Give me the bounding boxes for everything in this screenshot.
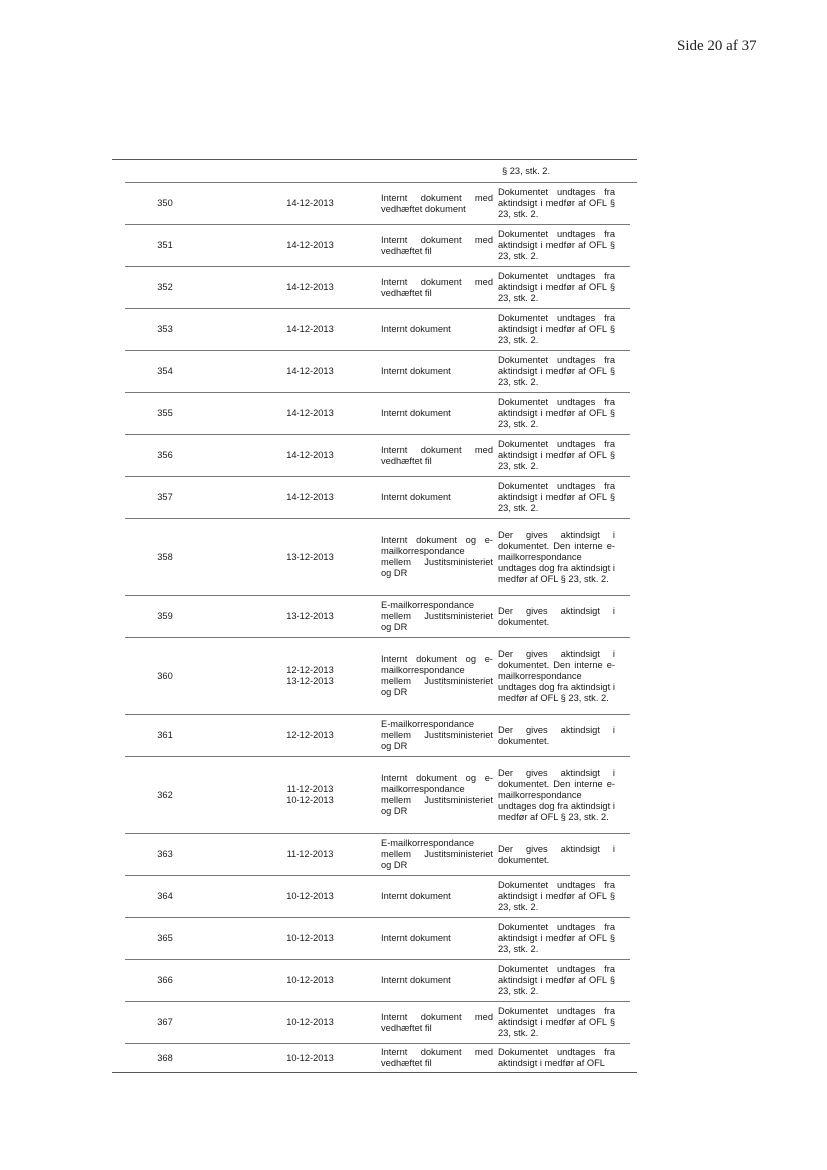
table-row — [125, 834, 630, 876]
table-row — [125, 309, 630, 351]
document-date: 10-12-2013 — [286, 975, 334, 985]
page-number: Side 20 af 37 — [677, 38, 757, 54]
document-decision: Dokumentet undtages fra aktindsigt i medfør af OFL § 23, stk. 2. — [498, 964, 615, 996]
document-decision: Dokumentet undtages fra aktindsigt i medfør af OFL § 23, stk. 2. — [498, 880, 615, 912]
document-description: E-mailkorrespondance mellem Justitsministeriet og DR — [381, 600, 493, 632]
document-description: Internt dokument — [381, 891, 451, 901]
document-description: Internt dokument — [381, 933, 451, 943]
document-date: 14-12-2013 — [286, 198, 334, 208]
document-number: 367 — [157, 1017, 173, 1027]
table-row — [125, 267, 630, 309]
document-description: Internt dokument — [381, 492, 451, 502]
document-number: 368 — [157, 1052, 173, 1063]
document-number: 355 — [157, 408, 173, 418]
document-decision: Dokumentet undtages fra aktindsigt i medfør af OFL § 23, stk. 2. — [498, 439, 615, 471]
continuation-row — [125, 160, 637, 183]
document-date: 10-12-2013 — [286, 1052, 334, 1063]
table-row — [125, 918, 630, 960]
document-description: Internt dokument og e-mailkorrespondance mellem Justitsministeriet og DR — [381, 535, 493, 578]
document-number: 352 — [157, 282, 173, 292]
document-decision: Dokumentet undtages fra aktindsigt i medfør af OFL § 23, stk. 2. — [498, 229, 615, 261]
bottom-rule — [112, 1072, 637, 1073]
document-date: 14-12-2013 — [286, 240, 334, 250]
table-row — [125, 351, 630, 393]
document-decision: Dokumentet undtages fra aktindsigt i medfør af OFL — [498, 1047, 615, 1068]
document-decision: Der gives aktindsigt i dokumentet. Den interne e-mailkorrespondance undtages dog fra aktindsigt i medfør af OFL § 23, stk. 2. — [498, 648, 615, 703]
document-description: E-mailkorrespondance mellem Justitsministeriet og DR — [381, 838, 493, 870]
document-description: Internt dokument med vedhæftet fil — [381, 276, 493, 298]
document-number: 357 — [157, 492, 173, 502]
document-date: 10-12-2013 — [286, 933, 334, 943]
document-decision: Der gives aktindsigt i dokumentet. — [498, 605, 615, 627]
document-number: 366 — [157, 975, 173, 985]
document-description: Internt dokument med vedhæftet dokument — [381, 192, 493, 214]
document-decision: Dokumentet undtages fra aktindsigt i medfør af OFL § 23, stk. 2. — [498, 481, 615, 513]
document-date: 10-12-2013 — [286, 1017, 334, 1027]
document-number: 362 — [157, 789, 173, 800]
document-decision: Dokumentet undtages fra aktindsigt i medfør af OFL § 23, stk. 2. — [498, 187, 615, 219]
table-row — [125, 183, 630, 225]
document-number: 361 — [157, 730, 173, 740]
table-row — [125, 477, 630, 519]
table-row — [125, 1044, 630, 1072]
table-row — [125, 757, 630, 834]
document-date: 14-12-2013 — [286, 408, 334, 418]
document-number: 353 — [157, 324, 173, 334]
document-description: Internt dokument — [381, 975, 451, 985]
table-row — [125, 225, 630, 267]
document-decision: Dokumentet undtages fra aktindsigt i medfør af OFL § 23, stk. 2. — [498, 313, 615, 345]
table-row — [125, 1002, 630, 1044]
document-date: 11-12-2013 10-12-2013 — [286, 784, 334, 805]
continuation-action: § 23, stk. 2. — [502, 165, 551, 176]
document-description: Internt dokument — [381, 366, 451, 376]
document-number: 351 — [157, 240, 173, 250]
table-row — [125, 519, 630, 596]
document-decision: Der gives aktindsigt i dokumentet. — [498, 724, 615, 746]
document-number: 364 — [157, 891, 173, 901]
table-row — [125, 435, 630, 477]
document-decision: Dokumentet undtages fra aktindsigt i medfør af OFL § 23, stk. 2. — [498, 355, 615, 387]
document-date: 14-12-2013 — [286, 324, 334, 334]
document-number: 354 — [157, 366, 173, 376]
table-row — [125, 715, 630, 757]
document-date: 10-12-2013 — [286, 891, 334, 901]
document-description: Internt dokument og e-mailkorrespondance mellem Justitsministeriet og DR — [381, 773, 493, 816]
document-date: 13-12-2013 — [286, 551, 334, 562]
document-description: Internt dokument med vedhæftet fil — [381, 234, 493, 256]
document-decision: Der gives aktindsigt i dokumentet. — [498, 843, 615, 865]
document-number: 358 — [157, 551, 173, 562]
document-date: 12-12-2013 13-12-2013 — [286, 665, 334, 686]
document-date: 13-12-2013 — [286, 611, 334, 621]
table-row — [125, 596, 630, 638]
document-description: Internt dokument og e-mailkorrespondance mellem Justitsministeriet og DR — [381, 654, 493, 697]
document-description: Internt dokument med vedhæftet fil — [381, 1011, 493, 1033]
document-list-table — [112, 159, 637, 1073]
document-date: 14-12-2013 — [286, 282, 334, 292]
document-number: 365 — [157, 933, 173, 943]
document-description: E-mailkorrespondance mellem Justitsministeriet og DR — [381, 719, 493, 751]
document-date: 11-12-2013 — [286, 849, 334, 859]
table-body — [112, 183, 637, 1072]
document-date: 14-12-2013 — [286, 492, 334, 502]
document-date: 12-12-2013 — [286, 730, 334, 740]
table-row — [125, 638, 630, 715]
document-number: 360 — [157, 670, 173, 681]
document-decision: Dokumentet undtages fra aktindsigt i medfør af OFL § 23, stk. 2. — [498, 922, 615, 954]
document-date: 14-12-2013 — [286, 366, 334, 376]
document-date: 14-12-2013 — [286, 450, 334, 460]
document-number: 359 — [157, 611, 173, 621]
document-description: Internt dokument med vedhæftet fil — [381, 1047, 493, 1068]
document-decision: Der gives aktindsigt i dokumentet. Den interne e-mailkorrespondance undtages dog fra aktindsigt i medfør af OFL § 23, stk. 2. — [498, 529, 615, 584]
table-row — [125, 393, 630, 435]
document-number: 350 — [157, 198, 173, 208]
document-decision: Dokumentet undtages fra aktindsigt i medfør af OFL § 23, stk. 2. — [498, 397, 615, 429]
document-description: Internt dokument med vedhæftet fil — [381, 444, 493, 466]
document-description: Internt dokument — [381, 408, 451, 418]
table-row — [125, 876, 630, 918]
document-number: 363 — [157, 849, 173, 859]
document-decision: Der gives aktindsigt i dokumentet. Den interne e-mailkorrespondance undtages dog fra aktindsigt i medfør af OFL § 23, stk. 2. — [498, 767, 615, 822]
document-decision: Dokumentet undtages fra aktindsigt i medfør af OFL § 23, stk. 2. — [498, 271, 615, 303]
table-row — [125, 960, 630, 1002]
document-decision: Dokumentet undtages fra aktindsigt i medfør af OFL § 23, stk. 2. — [498, 1006, 615, 1038]
document-description: Internt dokument — [381, 324, 451, 334]
document-number: 356 — [157, 450, 173, 460]
